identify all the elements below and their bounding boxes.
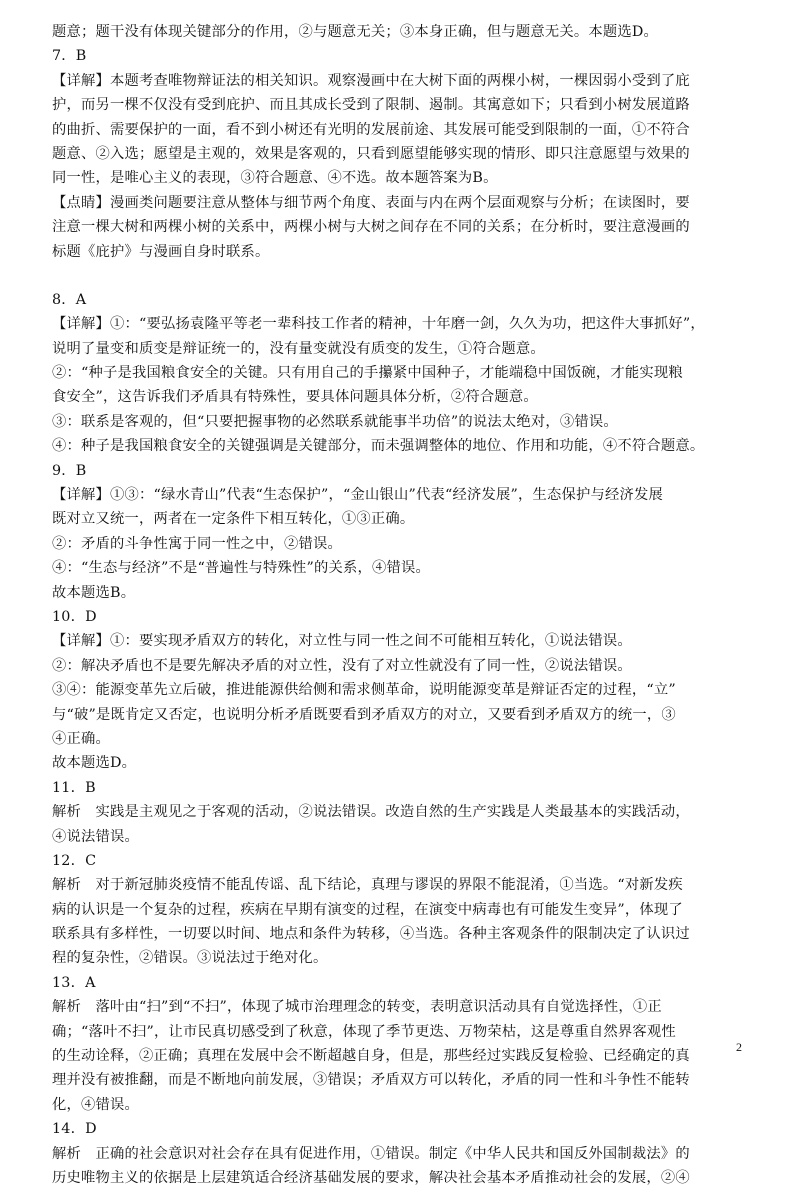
text-line: 题意、②入选；愿望是主观的，效果是客观的，只看到愿望能够实现的情形、即只注意愿望与效果的 — [52, 145, 690, 162]
question-number: 9．B — [52, 462, 87, 479]
text-line: 故本题选D。 — [52, 755, 137, 772]
question-number: 11．B — [52, 779, 96, 796]
text-line: 护，而另一棵不仅没有受到庇护、而且其成长受到了限制、遏制。其寓意如下；只看到小树发展道路 — [52, 97, 690, 114]
question-number: 10．D — [52, 608, 97, 625]
text-line: 历史唯物主义的依据是上层建筑适合经济基础发展的要求，解决社会基本矛盾推动社会的发展，②④ — [52, 1169, 690, 1186]
text-line: 病的认识是一个复杂的过程，疾病在早期有演变的过程，在演变中病毒也有可能发生变异”，体现了 — [52, 901, 683, 918]
text-line: 的生动诠释，②正确；真理在发展中会不断超越自身，但是，那些经过实践反复检验、已经确定的真 — [52, 1048, 690, 1065]
document-body — [52, 20, 746, 1190]
question-number: 14．D — [52, 1121, 97, 1138]
text-line: 标题《庇护》与漫画自身时联系。 — [52, 243, 270, 260]
text-line: ④正确。 — [52, 730, 110, 747]
text-line: 【点睛】漫画类问题要注意从整体与细节两个角度、表面与内在两个层面观察与分析；在读图时，要 — [52, 194, 690, 211]
text-line: 程的复杂性，②错误。③说法过于绝对化。 — [52, 950, 328, 967]
text-line: 同一性，是唯心主义的表现，③符合题意、④不选。故本题答案为B。 — [52, 170, 498, 187]
text-line: 解析 正确的社会意识对社会存在具有促进作用，①错误。制定《中华人民共和国反外国制裁法》的 — [52, 1145, 690, 1162]
text-line: 与“破”是既肯定又否定，也说明分析矛盾既要看到矛盾双方的对立，又要看到矛盾双方的统一，③ — [52, 706, 676, 723]
text-line: 【详解】①③：“绿水青山”代表“生态保护”，“金山银山”代表“经济发展”，生态保护与经济发展 — [52, 487, 663, 504]
text-line: ④：“生态与经济”不是“普遍性与特殊性”的关系，④错误。 — [52, 560, 430, 577]
question-number: 12．C — [52, 852, 97, 869]
text-line: 【详解】①：要实现矛盾双方的转化，对立性与同一性之间不可能相互转化，①说法错误。 — [52, 633, 632, 650]
text-line: 联系具有多样性，一切要以时间、地点和条件为转移，④当选。各种主客观条件的限制决定了认识过 — [52, 926, 690, 943]
text-line: 解析 对于新冠肺炎疫情不能乱传谣、乱下结论，真理与谬误的界限不能混淆，①当选。“对新发疾 — [52, 877, 683, 894]
text-line: 【详解】①：“要弘扬袁隆平等老一辈科技工作者的精神，十年磨一剑，久久为功，把这件大事抓好”， — [52, 316, 705, 333]
question-number: 13．A — [52, 974, 96, 991]
text-line: 既对立又统一，两者在一定条件下相互转化，①③正确。 — [52, 511, 415, 528]
text-line: 确；“落叶不扫”，让市民真切感受到了秋意，体现了季节更迭、万物荣枯，这是尊重自然界客观性 — [52, 1023, 676, 1040]
text-line: ②：解决矛盾也不是要先解决矛盾的对立性，没有了对立性就没有了同一性，②说法错误。 — [52, 657, 632, 674]
text-line: 化，④错误。 — [52, 1096, 139, 1113]
text-line: 食安全”，这告诉我们矛盾具有特殊性，要具体问题具体分析，②符合题意。 — [52, 389, 538, 406]
text-line: ②：矛盾的斗争性寓于同一性之中，②错误。 — [52, 535, 342, 552]
text-line: 说明了量变和质变是辩证统一的，没有量变就没有质变的发生，①符合题意。 — [52, 340, 545, 357]
text-line: ②：“种子是我国粮食安全的关键。只有用自己的手攥紧中国种子，才能端稳中国饭碗，才能实现粮 — [52, 365, 683, 382]
question-number: 8．A — [52, 291, 87, 308]
text-line: 的曲折、需要保护的一面，看不到小树还有光明的发展前途、其发展可能受到限制的一面，①不符合 — [52, 121, 690, 138]
text-line: 故本题选B。 — [52, 584, 136, 601]
text-line: 题意；题干没有体现关键部分的作用，②与题意无关；③本身正确，但与题意无关。本题选D。 — [52, 24, 659, 40]
text-line: ④说法错误。 — [52, 828, 139, 845]
text-line: ③：联系是客观的，但“只要把握事物的必然联系就能事半功倍”的说法太绝对，③错误。 — [52, 413, 618, 430]
page-number: 2 — [736, 1040, 742, 1054]
text-line: ④：种子是我国粮食安全的关键强调是关键部分，而未强调整体的地位、作用和功能，④不符合题意。 — [52, 438, 705, 455]
text-line: 解析 落叶由“扫”到“不扫”，体现了城市治理理念的转变，表明意识活动具有自觉选择性，①正 — [52, 999, 662, 1016]
question-number: 7．B — [52, 48, 87, 65]
text-line: 解析 实践是主观见之于客观的活动，②说法错误。改造自然的生产实践是人类最基本的实践活动， — [52, 804, 690, 821]
blank-line — [52, 264, 746, 288]
text-line: ③④：能源变革先立后破，推进能源供给侧和需求侧革命，说明能源变革是辩证否定的过程，“立” — [52, 682, 676, 699]
text-line: 【详解】本题考查唯物辩证法的相关知识。观察漫画中在大树下面的两棵小树，一棵因弱小受到了庇 — [52, 72, 690, 89]
text-line: 理并没有被推翻，而是不断地向前发展，③错误；矛盾双方可以转化，矛盾的同一性和斗争性不能转 — [52, 1072, 690, 1089]
text-line: 注意一棵大树和两棵小树的关系中，两棵小树与大树之间存在不同的关系；在分析时，要注意漫画的 — [52, 219, 690, 236]
